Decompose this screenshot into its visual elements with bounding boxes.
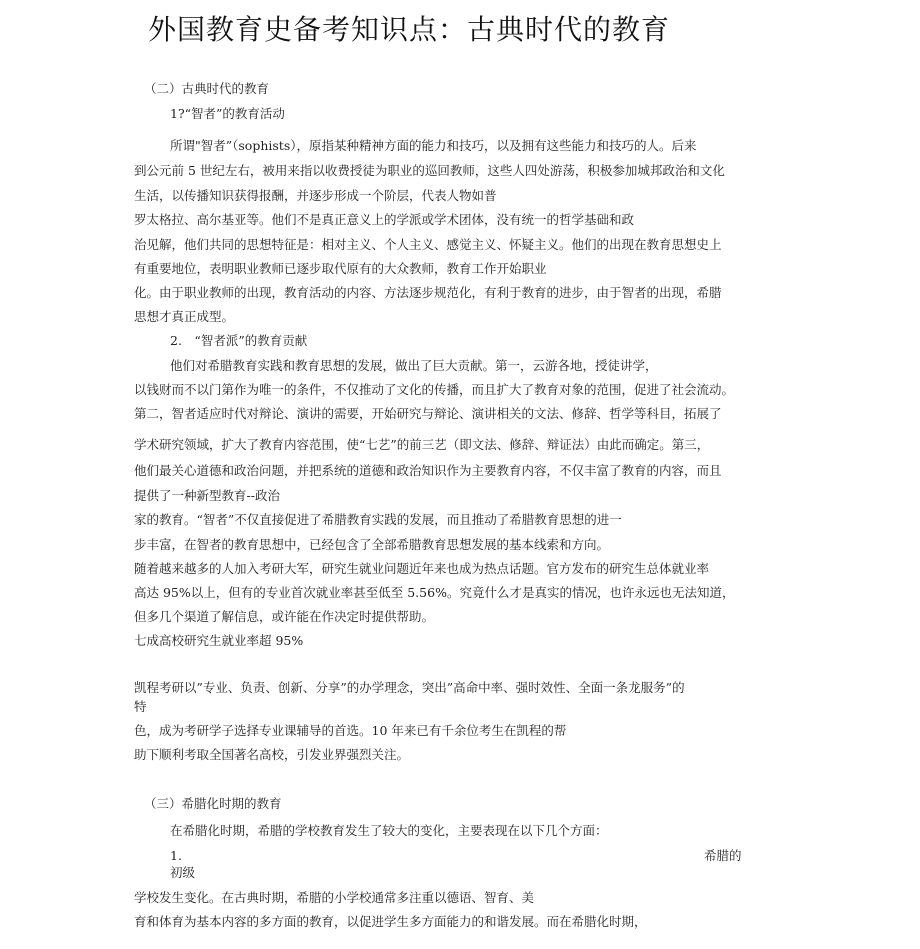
- paragraph-line: 学术研究领域，扩大了教育内容范围，使“七艺”的前三艺（即文法、修辞、辩证法）由此而确定。第三，: [134, 437, 710, 452]
- paragraph-line: 七成高校研究生就业率超 95%: [134, 633, 304, 648]
- subsection-heading: 1?“智者”的教育活动: [170, 106, 285, 121]
- section-heading: （三）希腊化时期的教育: [144, 796, 282, 811]
- ad-line: 凯程考研以”专业、负责、创新、分享”的办学理念，突出”高命中率、强时效性、全面一条龙服务”的: [134, 680, 685, 695]
- ad-line: 特: [134, 699, 147, 714]
- subsection-heading: 2. “智者派”的教育贡献: [170, 333, 308, 348]
- paragraph-line: 育和体育为基本内容的多方面的教育，以促进学生多方面能力的和谐发展。而在希腊化时期，: [134, 914, 647, 929]
- ad-line: 助下顺利考取全国著名高校，引发业界强烈关注。: [134, 747, 410, 762]
- paragraph-line: 在希腊化时期，希腊的学校教育发生了较大的变化，主要表现在以下几个方面：: [170, 823, 608, 838]
- paragraph-line: 化。由于职业教师的出现，教育活动的内容、方法逐步规范化，有利于教育的进步，由于智者的出现，希腊: [134, 285, 722, 300]
- paragraph-line: 希腊的: [704, 848, 742, 863]
- paragraph-line: 治见解，他们共同的思想特征是：相对主义、个人主义、感觉主义、怀疑主义。他们的出现在教育思想史上: [134, 237, 722, 252]
- paragraph-line: 高达 95%以上，但有的专业首次就业率甚至低至 5.56%。究竟什么才是真实的情况，也许永远也无法知道，: [134, 585, 735, 600]
- paragraph-line: 第二，智者适应时代对辩论、演讲的需要，开始研究与辩论、演讲相关的文法、修辞、哲学等科目，拓展了: [134, 406, 722, 421]
- paragraph-line: 他们最关心道德和政治问题，并把系统的道德和政治知识作为主要教育内容，不仅丰富了教育的内容，而且: [134, 463, 722, 478]
- paragraph-line: 初级: [170, 865, 196, 880]
- paragraph-line: 学校发生变化。在古典时期，希腊的小学校通常多注重以德语、智育、美: [134, 890, 535, 905]
- paragraph-line: 随着越来越多的人加入考研大军，研究生就业问题近年来也成为热点话题。官方发布的研究生总体就业率: [134, 561, 710, 576]
- paragraph-line: 生活，以传播知识获得报酬，并逐步形成一个阶层，代表人物如普: [134, 188, 497, 203]
- section-heading: （二）古典时代的教育: [144, 81, 270, 96]
- paragraph-line: 以钱财而不以门第作为唯一的条件，不仅推动了文化的传播，而且扩大了教育对象的范围，促进了社会流动。: [134, 382, 735, 397]
- paragraph-line: 所谓"智者”（sophists），原指某种精神方面的能力和技巧，以及拥有这些能力和技巧的人。后来: [170, 138, 697, 153]
- page-title: 外国教育史备考知识点：古典时代的教育: [148, 13, 671, 46]
- paragraph-line: 罗太格拉、高尔基亚等。他们不是真正意义上的学派或学术团体，没有统一的哲学基础和政: [134, 212, 635, 227]
- paragraph-line: 思想才真正成型。: [134, 309, 235, 324]
- paragraph-line: 提供了一种新型教育--政治: [134, 488, 280, 503]
- paragraph-line: 但多几个渠道了解信息，或许能在作决定时提供帮助。: [134, 609, 435, 624]
- list-number: 1.: [170, 848, 182, 863]
- paragraph-line: 家的教育。“智者”不仅直接促进了希腊教育实践的发展，而且推动了希腊教育思想的进一: [134, 512, 622, 527]
- paragraph-line: 步丰富，在智者的教育思想中，已经包含了全部希腊教育思想发展的基本线索和方向。: [134, 537, 610, 552]
- ad-line: 色，成为考研学子选择专业课辅导的首选。10 年来已有千余位考生在凯程的帮: [134, 723, 567, 738]
- paragraph-line: 到公元前 5 世纪左右，被用来指以收费授徒为职业的巡回教师，这些人四处游荡，积极参加城邦政治和文化: [134, 163, 725, 178]
- paragraph-line: 有重要地位，表明职业教师已逐步取代原有的大众教师，教育工作开始职业: [134, 261, 547, 276]
- paragraph-line: 他们对希腊教育实践和教育思想的发展，做出了巨大贡献。第一，云游各地，授徒讲学，: [170, 358, 658, 373]
